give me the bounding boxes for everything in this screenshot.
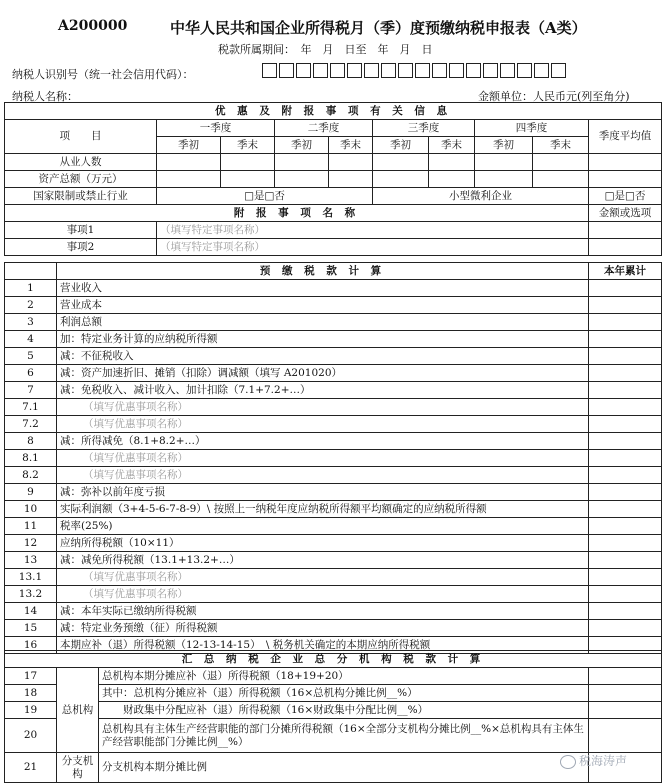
table-row [5, 569, 662, 586]
attached-item-label: 事项1 [5, 222, 157, 239]
input-cell[interactable] [533, 154, 589, 171]
table-row [5, 450, 662, 467]
table-row [5, 314, 662, 331]
input-cell[interactable] [589, 620, 662, 637]
branch-label: 分支机构 [57, 753, 99, 783]
table-row [5, 416, 662, 433]
row-number: 5 [5, 348, 57, 365]
input-cell[interactable] [589, 467, 662, 484]
small-micro-checkbox[interactable]: □是□否 [589, 188, 662, 205]
input-cell[interactable] [533, 171, 589, 188]
input-cell[interactable] [589, 433, 662, 450]
row-text: 营业成本 [57, 297, 589, 314]
id-char-box[interactable] [347, 63, 362, 78]
form-code: A200000 [58, 18, 128, 34]
quarter-header: 一季度 [157, 120, 275, 137]
id-char-box[interactable] [551, 63, 566, 78]
table-row [5, 297, 662, 314]
input-cell[interactable] [475, 154, 533, 171]
row-number: 18 [5, 685, 57, 702]
row-number: 11 [5, 518, 57, 535]
input-cell[interactable] [589, 382, 662, 399]
small-micro-label: 小型微利企业 [373, 188, 589, 205]
taxpayer-name-label: 纳税人名称： [12, 90, 78, 103]
row-text: 加：特定业务计算的应纳税所得额 [57, 331, 589, 348]
watermark [560, 752, 627, 769]
cumulative-header: 本年累计 [589, 263, 662, 280]
row-number: 10 [5, 501, 57, 518]
table-row [5, 280, 662, 297]
row-text: 减：本年实际已缴纳所得税额 [57, 603, 589, 620]
row-number: 19 [5, 702, 57, 719]
id-char-box[interactable] [500, 63, 515, 78]
id-char-box[interactable] [534, 63, 549, 78]
restricted-industry-label: 国家限制或禁止行业 [5, 188, 157, 205]
row-text: 应纳所得税额（10×11） [57, 535, 589, 552]
attached-item-label: 事项2 [5, 239, 157, 256]
currency-unit: 金额单位：人民币元(列至角分) [478, 90, 630, 103]
preferential-info-table [4, 102, 662, 256]
attached-item-hint[interactable]: （填写特定事项名称） [157, 239, 589, 256]
id-char-box[interactable] [483, 63, 498, 78]
row-number: 6 [5, 365, 57, 382]
id-char-box[interactable] [381, 63, 396, 78]
row-text: 营业收入 [57, 280, 589, 297]
row-hint[interactable]: （填写优惠事项名称） [57, 467, 589, 484]
row-number: 1 [5, 280, 57, 297]
input-cell[interactable] [589, 239, 662, 256]
row-number: 16 [5, 637, 57, 654]
attached-items-title: 附 报 事 项 名 称 [5, 205, 589, 222]
summary-section-title: 汇 总 纳 税 企 业 总 分 机 构 税 款 计 算 [5, 651, 662, 668]
item-column-header: 项 目 [5, 120, 157, 154]
input-cell[interactable] [589, 450, 662, 467]
input-cell[interactable] [589, 314, 662, 331]
row-hint[interactable]: （填写优惠事项名称） [57, 399, 589, 416]
row-number: 3 [5, 314, 57, 331]
input-cell[interactable] [221, 171, 275, 188]
row-hint[interactable]: （填写优惠事项名称） [57, 416, 589, 433]
row-text: 利润总额 [57, 314, 589, 331]
row-number: 8.2 [5, 467, 57, 484]
table-row [5, 433, 662, 450]
row-number: 8.1 [5, 450, 57, 467]
table-row [5, 552, 662, 569]
input-cell[interactable] [589, 518, 662, 535]
watermark-text: 税海涛声 [579, 754, 628, 768]
quarter-end: 季末 [329, 137, 373, 154]
input-cell[interactable] [157, 154, 221, 171]
id-char-box[interactable] [517, 63, 532, 78]
table-row [5, 467, 662, 484]
row-text: 总机构具有主体生产经营职能的部门分摊所得税额（16×全部分支机构分摊比例__%×总机构具有主体生产经营职能部门分摊比例__%） [99, 719, 589, 753]
id-char-box[interactable] [415, 63, 430, 78]
input-cell[interactable] [589, 416, 662, 433]
row-number: 7 [5, 382, 57, 399]
row-number: 13 [5, 552, 57, 569]
row-hint[interactable]: （填写优惠事项名称） [57, 450, 589, 467]
table-row [5, 382, 662, 399]
amount-option-header: 金额或选项 [589, 205, 662, 222]
row-text: 减：特定业务预缴（征）所得税额 [57, 620, 589, 637]
input-cell[interactable] [221, 154, 275, 171]
table-row [5, 399, 662, 416]
id-char-box[interactable] [364, 63, 379, 78]
input-cell[interactable] [589, 484, 662, 501]
quarter-header: 三季度 [373, 120, 475, 137]
quarter-header: 四季度 [475, 120, 589, 137]
row-text: 本期应补（退）所得税额（12-13-14-15） \ 税务机关确定的本期应纳所得税额 [57, 637, 589, 654]
input-cell[interactable] [589, 222, 662, 239]
input-cell[interactable] [329, 154, 373, 171]
row-text: 实际利润额（3+4-5-6-7-8-9）\ 按照上一纳税年度应纳税所得额平均额确定的应纳税所得额 [57, 501, 589, 518]
row-number: 7.2 [5, 416, 57, 433]
input-cell[interactable] [589, 348, 662, 365]
table-row [5, 365, 662, 382]
quarter-begin: 季初 [373, 137, 429, 154]
input-cell[interactable] [275, 171, 329, 188]
row-number: 8 [5, 433, 57, 450]
row-text: 财政集中分配应补（退）所得税额（16×财政集中分配比例__%） [99, 702, 589, 719]
input-cell[interactable] [329, 171, 373, 188]
row-number: 15 [5, 620, 57, 637]
row-number: 7.1 [5, 399, 57, 416]
table-row [5, 518, 662, 535]
row-number: 12 [5, 535, 57, 552]
input-cell[interactable] [589, 171, 662, 188]
preferential-section-title: 优 惠 及 附 报 事 项 有 关 信 息 [5, 103, 662, 120]
input-cell[interactable] [589, 569, 662, 586]
input-cell[interactable] [589, 399, 662, 416]
quarter-end: 季末 [429, 137, 475, 154]
row-number: 9 [5, 484, 57, 501]
table-row [5, 586, 662, 603]
row-text: 分支机构本期分摊比例 [99, 753, 589, 783]
input-cell[interactable] [275, 154, 329, 171]
input-cell[interactable] [589, 685, 662, 702]
row-number: 21 [5, 753, 57, 783]
row-text: 总机构本期分摊应补（退）所得税额（18+19+20） [99, 668, 589, 685]
row-number: 2 [5, 297, 57, 314]
input-cell[interactable] [429, 171, 475, 188]
row-number: 13.1 [5, 569, 57, 586]
row-text: 减：免税收入、减计收入、加计扣除（7.1+7.2+…） [57, 382, 589, 399]
total-assets-label: 资产总额（万元） [5, 171, 157, 188]
input-cell[interactable] [589, 603, 662, 620]
row-text: 其中：总机构分摊应补（退）所得税额（16×总机构分摊比例__%） [99, 685, 589, 702]
table-row [5, 535, 662, 552]
table-row [5, 331, 662, 348]
table-row [5, 348, 662, 365]
row-text: 减：弥补以前年度亏损 [57, 484, 589, 501]
input-cell[interactable] [157, 171, 221, 188]
input-cell[interactable] [589, 297, 662, 314]
quarter-end: 季末 [533, 137, 589, 154]
row-text: 减：不征税收入 [57, 348, 589, 365]
form-title: 中华人民共和国企业所得税月（季）度预缴纳税申报表（A类） [170, 19, 587, 37]
row-number: 13.2 [5, 586, 57, 603]
id-char-box[interactable] [296, 63, 311, 78]
id-char-box[interactable] [466, 63, 481, 78]
row-number: 14 [5, 603, 57, 620]
table-row [5, 620, 662, 637]
input-cell[interactable] [429, 154, 475, 171]
table-row [5, 484, 662, 501]
prepaid-tax-table [4, 262, 662, 654]
input-cell[interactable] [373, 154, 429, 171]
input-cell[interactable] [589, 535, 662, 552]
input-cell[interactable] [589, 702, 662, 719]
row-text: 减：所得减免（8.1+8.2+…） [57, 433, 589, 450]
input-cell[interactable] [475, 171, 533, 188]
input-cell[interactable] [589, 586, 662, 603]
tax-period: 税款所属期间： 年 月 日至 年 月 日 [218, 43, 433, 56]
row-number: 17 [5, 668, 57, 685]
id-char-box[interactable] [279, 63, 294, 78]
id-char-box[interactable] [449, 63, 464, 78]
row-hint[interactable]: （填写优惠事项名称） [57, 569, 589, 586]
input-cell[interactable] [589, 552, 662, 569]
row-number: 20 [5, 719, 57, 753]
input-cell[interactable] [589, 719, 662, 753]
hq-label: 总机构 [57, 668, 99, 753]
input-cell[interactable] [589, 280, 662, 297]
restricted-industry-checkbox[interactable]: □是□否 [157, 188, 373, 205]
quarter-average-header: 季度平均值 [589, 120, 662, 154]
row-text: 减：资产加速折旧、摊销（扣除）调减额（填写 A201020） [57, 365, 589, 382]
quarter-end: 季末 [221, 137, 275, 154]
table-row [5, 501, 662, 518]
row-text: 减：减免所得税额（13.1+13.2+…） [57, 552, 589, 569]
quarter-begin: 季初 [275, 137, 329, 154]
id-char-box[interactable] [262, 63, 277, 78]
input-cell[interactable] [589, 501, 662, 518]
attached-item-hint[interactable]: （填写特定事项名称） [157, 222, 589, 239]
table-row [5, 603, 662, 620]
id-char-box[interactable] [330, 63, 345, 78]
quarter-begin: 季初 [475, 137, 533, 154]
id-char-box[interactable] [432, 63, 447, 78]
input-cell[interactable] [589, 331, 662, 348]
row-number: 4 [5, 331, 57, 348]
id-char-box[interactable] [313, 63, 328, 78]
input-cell[interactable] [589, 668, 662, 685]
input-cell[interactable] [373, 171, 429, 188]
employee-count-label: 从业人数 [5, 154, 157, 171]
quarter-begin: 季初 [157, 137, 221, 154]
id-char-box[interactable] [398, 63, 413, 78]
row-hint[interactable]: （填写优惠事项名称） [57, 586, 589, 603]
taxpayer-id-boxes[interactable] [262, 63, 566, 78]
row-text: 税率(25%) [57, 518, 589, 535]
wechat-icon [560, 755, 576, 769]
quarter-header: 二季度 [275, 120, 373, 137]
input-cell[interactable] [589, 365, 662, 382]
prepaid-section-title: 预 缴 税 款 计 算 [57, 263, 589, 280]
taxpayer-id-label: 纳税人识别号（统一社会信用代码）： [12, 68, 194, 81]
input-cell[interactable] [589, 154, 662, 171]
